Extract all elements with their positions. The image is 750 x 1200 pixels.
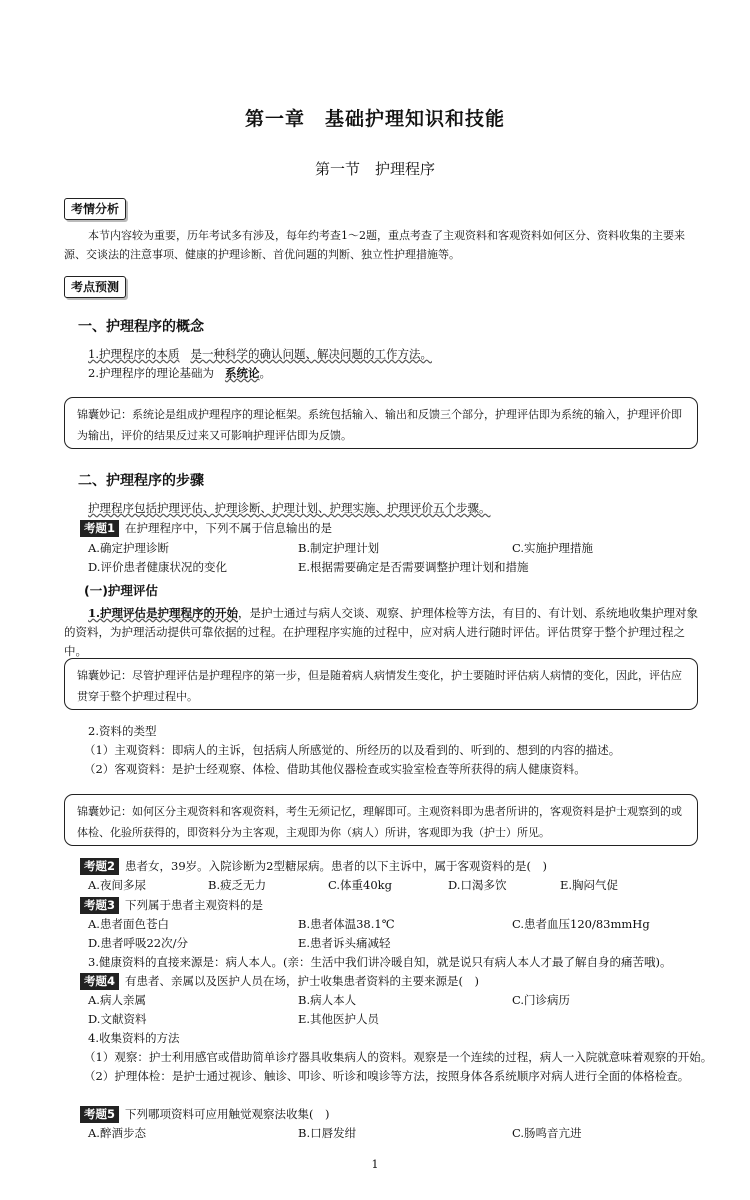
q5-option-a: A.醉酒步态 bbox=[88, 1126, 146, 1140]
para-2-line2: （2）客观资料：是护士经观察、体检、借助其他仪器检查或实验室检查等所获得的病人健康资料。 bbox=[84, 762, 586, 776]
tip-box-2: 锦囊妙记：尽管护理评估是护理程序的第一步，但是随着病人病情发生变化，护士要随时评估病人病情的变化，因此，评估应贯穿于整个护理过程中。 bbox=[64, 658, 698, 710]
question-5-stem: 下列哪项资料可应用触觉观察法收集( ) bbox=[125, 1107, 330, 1121]
question-3-stem: 下列属于患者主观资料的是 bbox=[125, 898, 264, 912]
question-1 bbox=[80, 519, 332, 538]
q2-option-b: B.疲乏无力 bbox=[208, 878, 267, 892]
q3-option-b: B.患者体温38.1℃ bbox=[298, 917, 395, 931]
kaodian-label: 考点预测 bbox=[64, 276, 126, 298]
q4-option-c: C.门诊病历 bbox=[512, 993, 571, 1007]
q3-option-d: D.患者呼吸22次/分 bbox=[88, 936, 188, 950]
question-5 bbox=[80, 1105, 330, 1124]
q2-option-e: E.胸闷气促 bbox=[560, 878, 619, 892]
part1-line2 bbox=[88, 364, 271, 383]
chapter-title: 第一章 基础护理知识和技能 bbox=[244, 108, 505, 130]
para-2-title: 2.资料的类型 bbox=[88, 724, 157, 738]
tip-box-3: 锦囊妙记：如何区分主观资料和客观资料，考生无须记忆，理解即可。主观资料即为患者所讲的，客观资料是护士观察到的或体检、化验所获得的，即资料分为主客观，主观即为你（病人）所讲，客观即为我（护士）所见。 bbox=[64, 794, 698, 846]
q1-option-e: E.根据需要确定是否需要调整护理计划和措施 bbox=[298, 560, 529, 574]
para-4-line2: （2）护理体检：是护士通过视诊、触诊、叩诊、听诊和嗅诊等方法，按照身体各系统顺序对病人进行全面的体格检查。 bbox=[84, 1069, 690, 1083]
part2-intro: 护理程序包括护理评估、护理诊断、护理计划、护理实施、护理评价五个步骤。 bbox=[88, 501, 491, 515]
part1-line1-b: 是一种科学的确认问题、解决问题的工作方法。 bbox=[190, 347, 432, 361]
kaoqing-text: 本节内容较为重要，历年考试多有涉及，每年约考查1～2题，重点考查了主观资料和客观资料如何区分、资料收集的主要来源、交谈法的注意事项、健康的护理诊断、首优问题的判断、独立性护理措施等。 bbox=[64, 229, 685, 261]
q5-option-b: B.口唇发绀 bbox=[298, 1126, 357, 1140]
part1-line2-b: 系统论 bbox=[224, 366, 260, 380]
kaoqing-label: 考情分析 bbox=[64, 198, 126, 220]
question-1-stem: 在护理程序中，下列不属于信息输出的是 bbox=[125, 521, 333, 535]
page-number: 1 bbox=[371, 1158, 379, 1171]
question-2-tag: 考题2 bbox=[80, 858, 119, 875]
q4-option-e: E.其他医护人员 bbox=[298, 1012, 380, 1026]
para-4-title: 4.收集资料的方法 bbox=[88, 1031, 180, 1045]
q1-option-c: C.实施护理措施 bbox=[512, 541, 594, 555]
tip-box-1: 锦囊妙记：系统论是组成护理程序的理论框架。系统包括输入、输出和反馈三个部分，护理评估即为系统的输入，护理评价即为输出，评价的结果反过来又可影响护理评估即为反馈。 bbox=[64, 397, 698, 449]
q1-option-a: A.确定护理诊断 bbox=[88, 541, 169, 555]
question-3-tag: 考题3 bbox=[80, 897, 119, 914]
para-3: 3.健康资料的直接来源是：病人本人。(亲：生活中我们讲冷暖自知，就是说只有病人本人才最了解自身的痛苦哦)。 bbox=[88, 955, 672, 969]
sub1-heading: (一)护理评估 bbox=[84, 583, 158, 598]
part1-line2-a: 2.护理程序的理论基础为 bbox=[88, 366, 214, 380]
para-1 bbox=[64, 604, 700, 661]
q2-option-a: A.夜间多尿 bbox=[88, 878, 146, 892]
question-4-tag: 考题4 bbox=[80, 973, 119, 990]
q2-option-c: C.体重40kg bbox=[328, 878, 393, 892]
question-2-stem: 患者女，39岁。入院诊断为2型糖尿病。患者的以下主诉中，属于客观资料的是( ) bbox=[125, 859, 547, 873]
para-4-line1: （1）观察：护士利用感官或借助简单诊疗器具收集病人的资料。观察是一个连续的过程，病人一入院就意味着观察的开始。 bbox=[84, 1050, 713, 1064]
q3-option-c: C.患者血压120/83mmHg bbox=[512, 917, 650, 931]
section-title: 第一节 护理程序 bbox=[314, 160, 435, 178]
q4-option-a: A.病人亲属 bbox=[88, 993, 146, 1007]
question-1-tag: 考题1 bbox=[80, 520, 119, 537]
q2-option-d: D.口渴多饮 bbox=[448, 878, 507, 892]
part1-heading: 一、护理程序的概念 bbox=[78, 319, 204, 335]
part1-line2-c: 。 bbox=[259, 366, 271, 380]
question-3 bbox=[80, 896, 263, 915]
part1-line1-a: 1.护理程序的本质 bbox=[88, 347, 180, 361]
q1-option-d: D.评价患者健康状况的变化 bbox=[88, 560, 227, 574]
question-4 bbox=[80, 972, 479, 991]
q1-option-b: B.制定护理计划 bbox=[298, 541, 380, 555]
para-1-bold: 1.护理评估是护理程序的开始 bbox=[88, 606, 239, 620]
q5-option-c: C.肠鸣音亢进 bbox=[512, 1126, 582, 1140]
question-2 bbox=[80, 857, 547, 876]
part2-heading: 二、护理程序的步骤 bbox=[78, 473, 204, 489]
para-1-rest: ，是护士通过与病人交谈、观察、护理体检等方法，有目的、有计划、系统地收集护理对象的资料，为护理活动提供可靠依据的过程。在护理程序实施的过程中，应对病人进行随时评估。评估贯穿于整个护理过程之中。 bbox=[64, 606, 699, 658]
q4-option-d: D.文献资料 bbox=[88, 1012, 147, 1026]
question-5-tag: 考题5 bbox=[80, 1106, 119, 1123]
q3-option-a: A.患者面色苍白 bbox=[88, 917, 169, 931]
q3-option-e: E.患者诉头痛减轻 bbox=[298, 936, 391, 950]
q4-option-b: B.病人本人 bbox=[298, 993, 357, 1007]
para-2-line1: （1）主观资料：即病人的主诉，包括病人所感觉的、所经历的以及看到的、听到的、想到的内容的描述。 bbox=[84, 743, 621, 757]
question-4-stem: 有患者、亲属以及医护人员在场，护士收集患者资料的主要来源是( ) bbox=[125, 974, 479, 988]
part1-line1 bbox=[88, 345, 432, 364]
